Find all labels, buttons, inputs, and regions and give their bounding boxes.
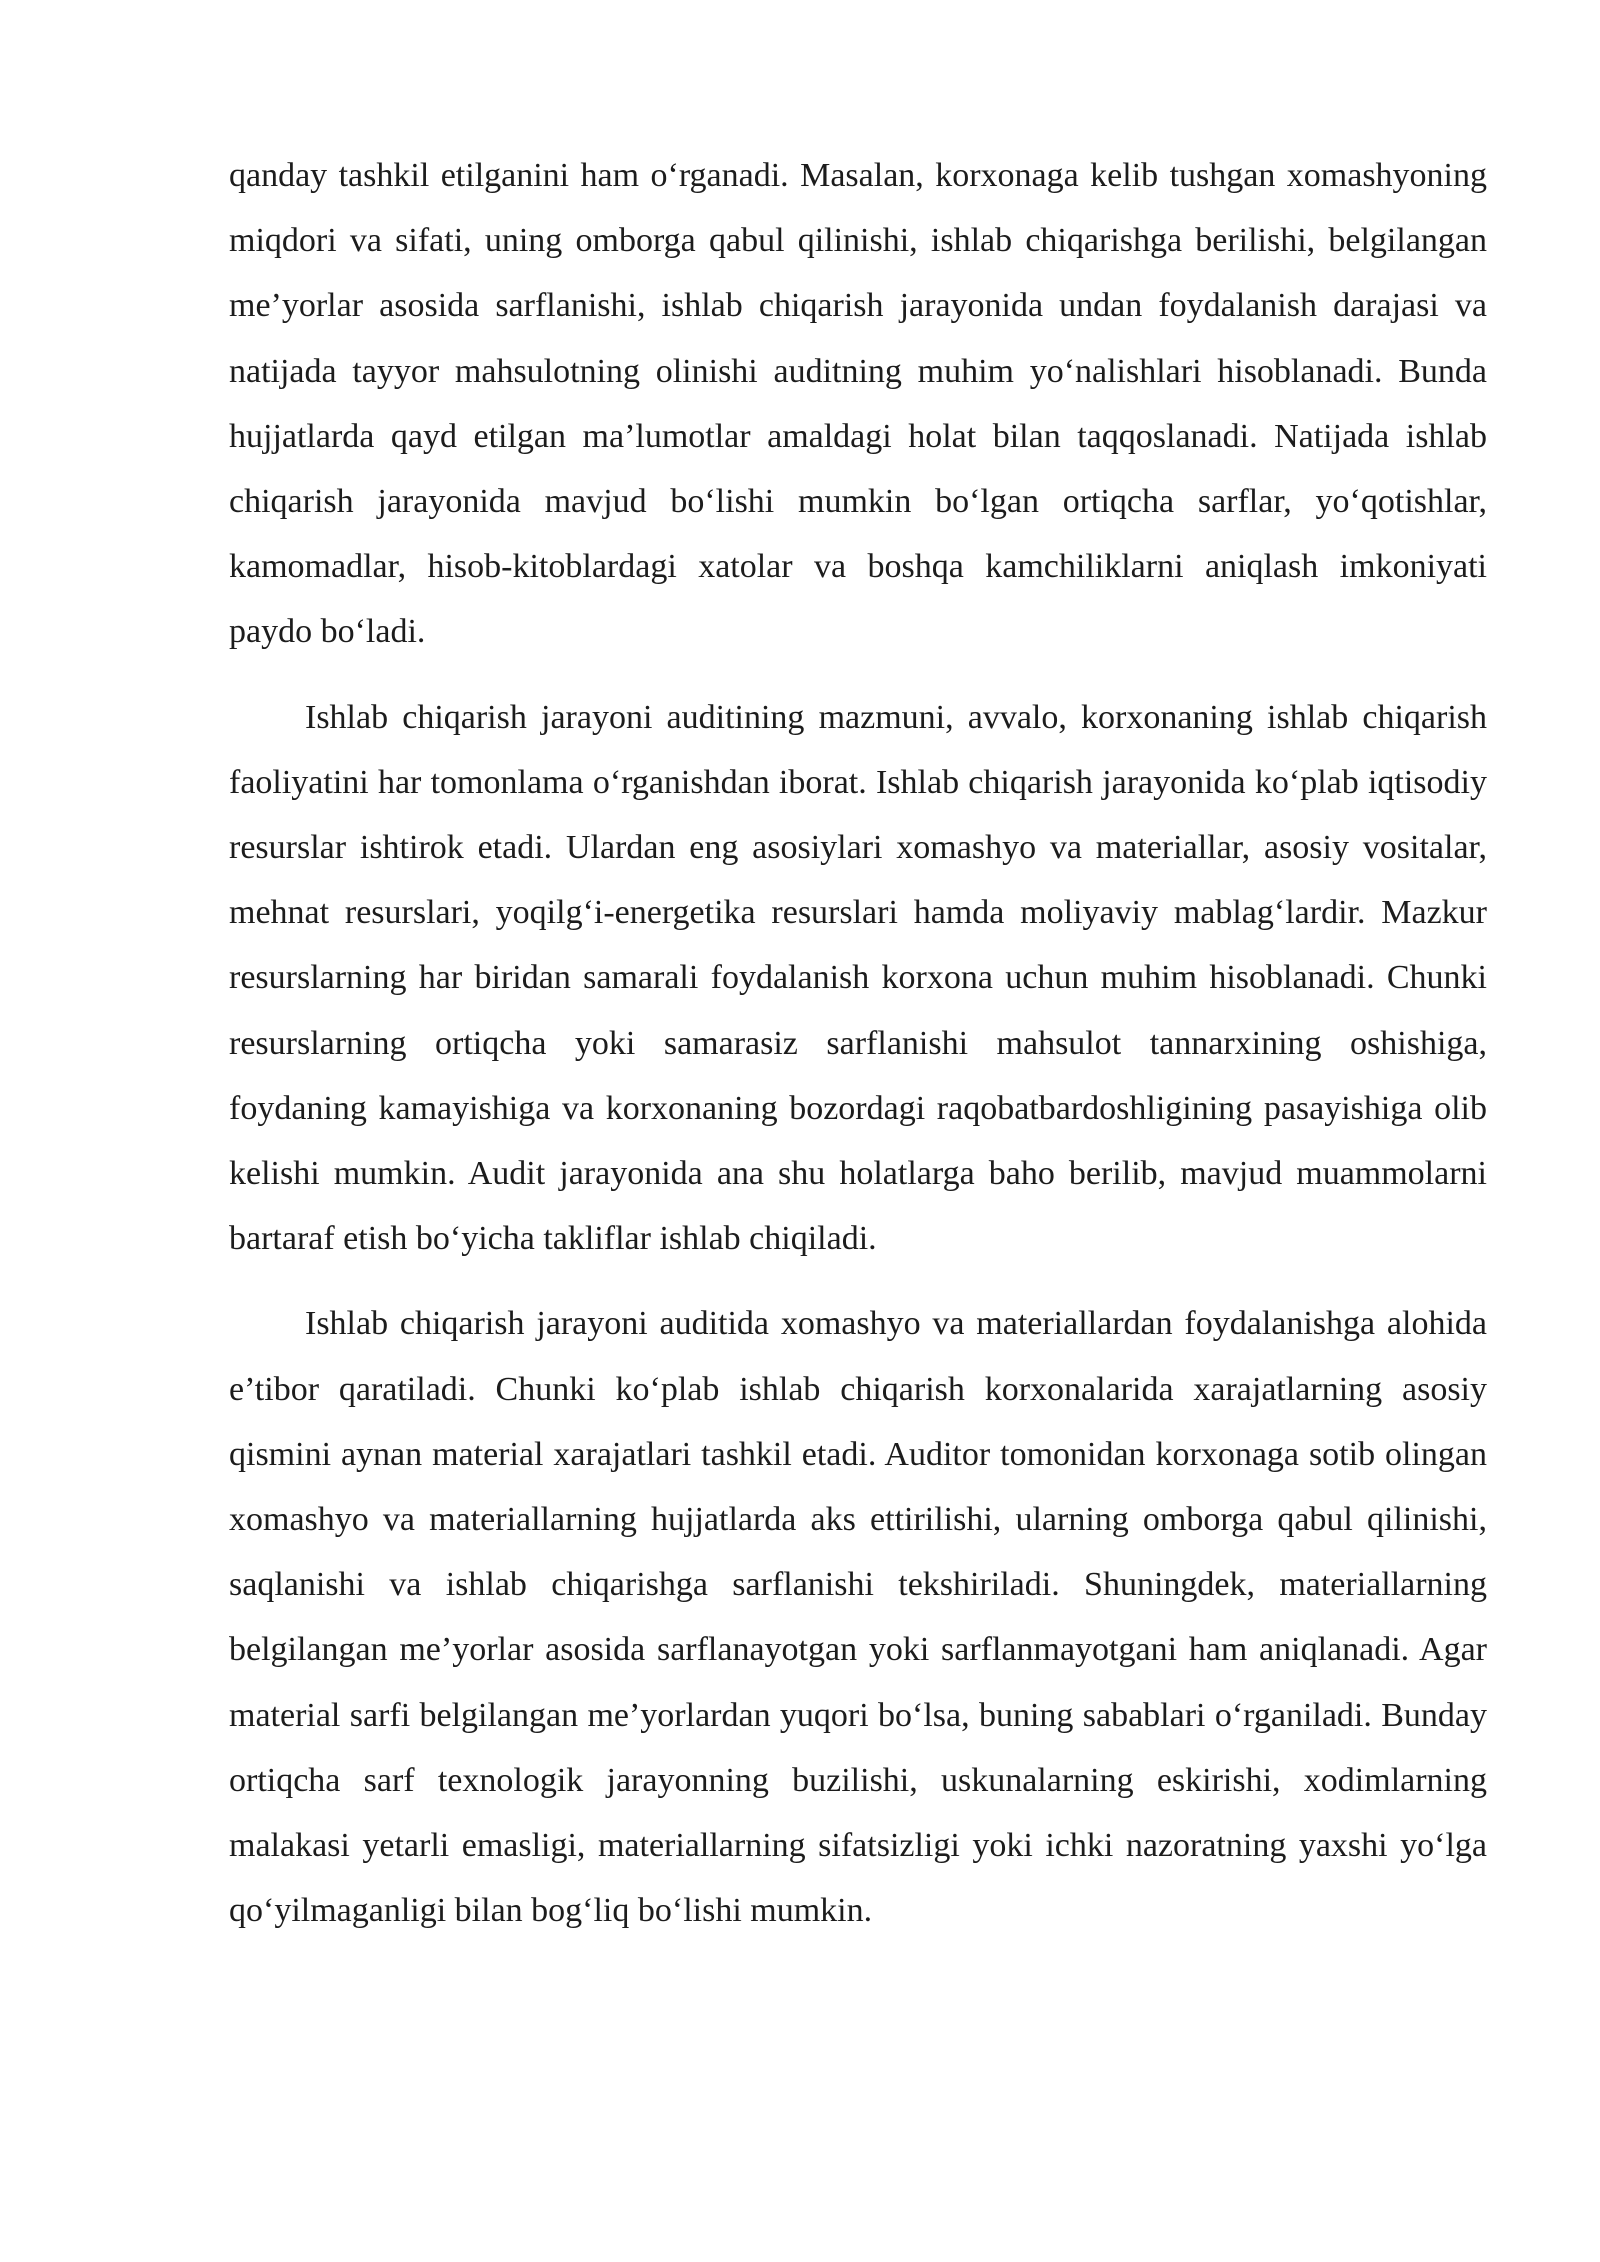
paragraph-1: qanday tashkil etilganini ham o‘rganadi. Masalan, korxonaga kelib tushgan xomashyoning miqdori va sifati, uning omborga qabul qilinishi, ishlab chiqarishga berilishi, belgilangan me’yorlar asosida sarflanishi, ishlab chiqarish jarayonida undan foydalanish darajasi va natijada tayyor mahsulotning olinishi auditning muhim yo‘nalishlari hisoblanadi. Bunda hujjatlarda qayd etilgan ma’lumotlar amaldagi holat bilan taqqoslanadi. Natijada ishlab chiqarish jarayonida mavjud bo‘lishi mumkin bo‘lgan ortiqcha sarflar, yo‘qotishlar, kamomadlar, hisob-kitoblardagi xatolar va boshqa kamchiliklarni aniqlash imkoniyati paydo bo‘ladi. (229, 157, 1487, 651)
paragraph-3: Ishlab chiqarish jarayoni auditida xomashyo va materiallardan foydalanishga alohida e’tibor qaratiladi. Chunki ko‘plab ishlab chiqarish korxonalarida xarajatlarning asosiy qismini aynan material xarajatlari tashkil etadi. Auditor tomonidan korxonaga sotib olingan xomashyo va materiallarning hujjatlarda aks ettirilishi, ularning omborga qabul qilinishi, saqlanishi va ishlab chiqarishga sarflanishi tekshiriladi. Shuningdek, materiallarning belgilangan me’yorlar asosida sarflanayotgan yoki sarflanmayotgani ham aniqlanadi. Agar material sarfi belgilangan me’yorlardan yuqori bo‘lsa, buning sabablari o‘rganiladi. Bunday ortiqcha sarf texnologik jarayonning buzilishi, uskunalarning eskirishi, xodimlarning malakasi yetarli emasligi, materiallarning sifatsizligi yoki ichki nazoratning yaxshi yo‘lga qo‘yilmaganligi bilan bog‘liq bo‘lishi mumkin. (229, 1305, 1487, 1930)
paragraph-2: Ishlab chiqarish jarayoni auditining mazmuni, avvalo, korxonaning ishlab chiqarish faoliyatini har tomonlama o‘rganishdan iborat. Ishlab chiqarish jarayonida ko‘plab iqtisodiy resurslar ishtirok etadi. Ulardan eng asosiylari xomashyo va materiallar, asosiy vositalar, mehnat resurslari, yoqilg‘i-energetika resurslari hamda moliyaviy mablag‘lardir. Mazkur resurslarning har biridan samarali foydalanish korxona uchun muhim hisoblanadi. Chunki resurslarning ortiqcha yoki samarasiz sarflanishi mahsulot tannarxining oshishiga, foydaning kamayishiga va korxonaning bozordagi raqobatbardoshligining pasayishiga olib kelishi mumkin. Audit jarayonida ana shu holatlarga baho berilib, mavjud muammolarni bartaraf etish bo‘yicha takliflar ishlab chiqiladi. (229, 698, 1487, 1258)
body-text (229, 143, 1487, 1963)
